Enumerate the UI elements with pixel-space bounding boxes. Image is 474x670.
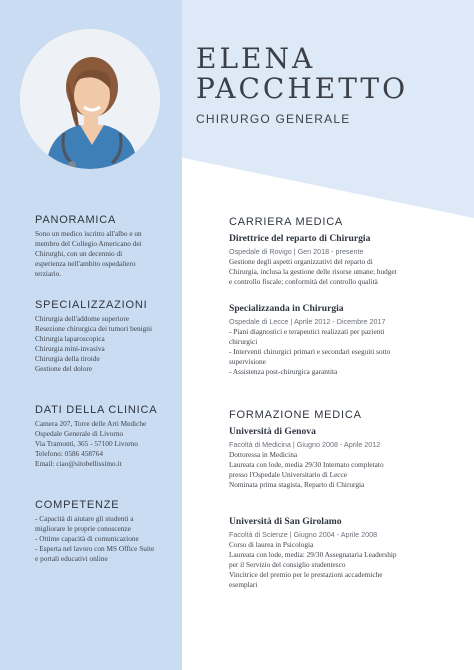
section-title-clinica: DATI DELLA CLINICA (35, 404, 158, 416)
text-line: Dottoressa in Medicina (229, 450, 298, 459)
text-line: Laureata con lode, media 29/30 Internato completato (229, 460, 384, 469)
entry-title: Direttrice del reparto di Chirurgia (229, 233, 371, 244)
competenze-list (35, 514, 154, 564)
entry-subtitle: Facoltà di Medicina | Giugno 2008 - Aprile 2012 (229, 440, 381, 449)
text-line: Vincitrice del premio per le prestazioni accademiche (229, 570, 383, 579)
clinica-details (35, 419, 146, 469)
list-item: Chirurgia laparoscopica (35, 334, 105, 343)
education-entry (229, 426, 461, 490)
text-line: Telefono: 0586 458764 (35, 449, 103, 458)
last-name: PACCHETTO (196, 72, 409, 105)
career-entry (229, 233, 461, 287)
text-line: Laureata con lode, media: 29/30 Assegnataria Leadership (229, 550, 397, 559)
text-line: Chirurgia, inclusa la gestione delle risorse umane; budget (229, 267, 397, 276)
text-line: Ospedale Generale di Livorno (35, 429, 124, 438)
list-item: Resezione chirurgica dei tumori benigni (35, 324, 152, 333)
career-entry (229, 303, 461, 377)
text-line: per il Servizio del consiglio studentesco (229, 560, 346, 569)
entry-subtitle: Facoltà di Scienze | Giugno 2004 - Aprile 2008 (229, 530, 378, 539)
entry-title: Specializzanda in Chirurgia (229, 303, 344, 314)
text-line: Corso di laurea in Psicologia (229, 540, 314, 549)
text-line: - Capacità di aiutare gli studenti a (35, 514, 134, 523)
first-name: ELENA (196, 42, 316, 75)
education-entry (229, 516, 461, 590)
text-line: - Ottime capacità di comunicazione (35, 534, 139, 543)
job-title: CHIRURGO GENERALE (196, 112, 351, 126)
text-line: - Piani diagnostici e terapeutici realizzati per pazienti (229, 327, 385, 336)
text-line: migliorare le proprie conoscenze (35, 524, 131, 533)
text-line: esperienza nell'ambito ospedaliero (35, 259, 136, 268)
text-line: - Interventi chirurgici primari e secondari eseguiti sotto (229, 347, 391, 356)
text-line: - Esperta nel lavoro con MS Office Suite (35, 544, 155, 553)
entry-subtitle: Ospedale di Lecce | Aprile 2012 - Dicembre 2017 (229, 317, 386, 326)
entry-title: Università di Genova (229, 426, 316, 437)
panoramica-text (35, 229, 142, 279)
entry-description (229, 257, 461, 287)
list-item: Chirurgia dell'addome superiore (35, 314, 129, 323)
list-item: Gestione del dolore (35, 364, 93, 373)
text-line: Nominata prima stagista, Reparto di Chirurgia (229, 480, 365, 489)
section-title-panoramica: PANORAMICA (35, 214, 117, 226)
text-line: presso l'Ospedale Universitario di Lecce (229, 470, 348, 479)
list-item: Chirurgia mini-invasiva (35, 344, 105, 353)
entry-subtitle: Ospedale di Rovigo | Gen 2018 - presente (229, 247, 364, 256)
text-line: esemplari (229, 580, 258, 589)
text-line: membro del Collegio Americano dei (35, 239, 142, 248)
text-line: supervisione (229, 357, 266, 366)
text-line: Sono un medico iscritto all'albo e un (35, 229, 142, 238)
text-line: Gestione degli aspetti organizzativi del reparto di (229, 257, 373, 266)
text-line: e portali educativi online (35, 554, 108, 563)
profile-photo (20, 29, 160, 169)
text-line: Camera 207, Torre delle Arti Mediche (35, 419, 147, 428)
entry-title: Università di San Girolamo (229, 516, 342, 527)
text-line: - Assistenza post-chirurgica garantita (229, 367, 338, 376)
text-line: terziario. (35, 269, 62, 278)
section-title-carriera: CARRIERA MEDICA (229, 216, 344, 228)
text-line: e controllo fiscale; conformità del controllo qualità (229, 277, 378, 286)
specializzazioni-list (35, 314, 152, 374)
section-title-specializzazioni: SPECIALIZZAZIONI (35, 299, 148, 311)
person-name (196, 44, 466, 104)
entry-description (229, 540, 461, 590)
text-line: Chirurghi, con un decennio di (35, 249, 123, 258)
entry-description (229, 450, 461, 490)
text-line: Via Tramonti, 365 - 57100 Livorno (35, 439, 138, 448)
entry-description (229, 327, 461, 377)
text-line: chirurgici (229, 337, 258, 346)
list-item: Chirurgia della tiroide (35, 354, 100, 363)
section-title-formazione: FORMAZIONE MEDICA (229, 409, 362, 421)
section-title-competenze: COMPETENZE (35, 499, 120, 511)
contact-email: Email: ciao@sitobellissimo.it (35, 459, 122, 468)
